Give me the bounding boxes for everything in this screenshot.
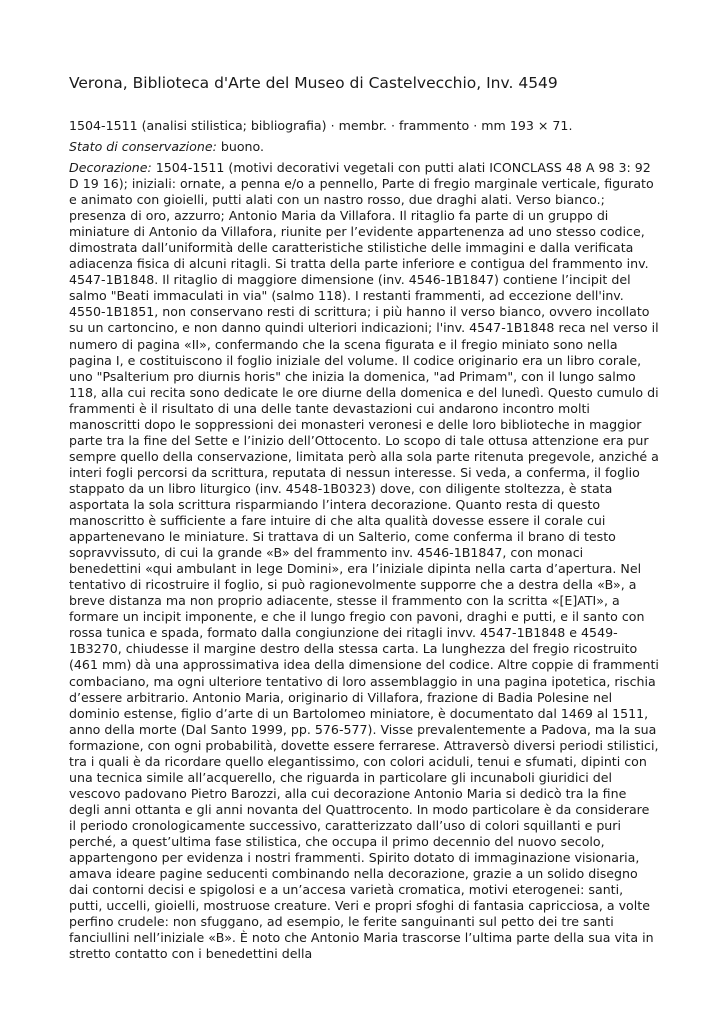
decoration-label: Decorazione: [69,160,152,175]
record-title: Verona, Biblioteca d'Arte del Museo di Castelvecchio, Inv. 4549 [69,74,558,92]
separator: · [330,118,335,133]
dimensions: mm 193 × 71. [481,118,573,133]
separator: · [390,118,395,133]
separator: · [473,118,478,133]
record-physical-description [69,115,659,136]
decoration-description [69,160,659,962]
material: membr. [338,118,387,133]
conservation-label: Stato di conservazione: [69,139,217,154]
conservation-state [69,136,659,157]
object-type: frammento [398,118,470,133]
decoration-text: 1504-1511 (motivi decorativi vegetali con putti alati ICONCLASS 48 A 98 3: 92 D 19 16); iniziali: ornate, a penna e/o a pennello, Parte di fregio marginale verticale, figurato e animato con gioielli, putti alati con un nastro rosso, due draghi alati. Verso bianco.; presenza di oro, azzurro; Antonio Maria da Villafora. Il ritaglio fa parte di un gruppo di miniature di Antonio da Villafora, riunite per l’evidente appartenenza ad uno stesso codice, dimostrata dall’uniformità delle caratteristiche stilistiche delle immagini e dalla verificata adiacenza fisica di alcuni ritagli. Si tratta della parte inferiore e contigua del frammento inv. 4547-1B1848. Il ritaglio di maggiore dimensione (inv. 4546-1B1847) contiene l’incipit del salmo "Beati immaculati in via" (salmo 118). I restanti frammenti, ad eccezione dell'inv. 4550-1B1851, non conservano resti di scrittura; i più hanno il verso bianco, ovvero incollato su un cartoncino, e non danno quindi ulteriori indicazioni; l'inv. 4547-1B1848 reca nel verso il numero di pagina «II», confermando che la scena figurata e il fregio miniato sono nella pagina I, e costituiscono il foglio iniziale del volume. Il codice originario era un libro corale, uno "Psalterium pro diurnis horis" che inizia la domenica, "ad Primam", con il lungo salmo 118, alla cui recita sono dedicate le ore diurne della domenica e del lunedì. Questo cumulo di frammenti è il risultato di una delle tante devastazioni cui andarono incontro molti manoscritti dopo le soppressioni dei monasteri veronesi e delle loro biblioteche in maggior parte tra la fine del Sette e l’inizio dell’Ottocento. Lo scopo di tale ottusa attenzione era pur sempre quello della conservazione, limitata però alla sola parte ritenuta pregevole, anziché a interi fogli percorsi da scrittura, reputata di nessun interesse. Si veda, a conferma, il foglio stappato da un libro liturgico (inv. 4548-1B0323) dove, con diligente stoltezza, è stata asportata la sola scrittura risparmiando l’intera decorazione. Quanto resta di questo manoscritto è sufficiente a fare intuire di che alta qualità dovesse essere il corale cui appartenevano le miniature. Si trattava di un Salterio, come conferma il brano di testo sopravvissuto, di cui la grande «B» del frammento inv. 4546-1B1847, con monaci benedettini «qui ambulant in lege Domini», era l’iniziale dipinta nella carta d’apertura. Nel tentativo di ricostruire il foglio, si può ragionevolmente supporre che a destra della «B», a breve distanza ma non proprio adiacente, stesse il frammento con la scritta «[E]ATI», a formare un incipit imponente, e che il lungo fregio con pavoni, draghi e putti, e il santo con rossa tunica e spada, formato dalla congiunzione dei ritagli invv. 4547-1B1848 e 4549-1B3270, chiudesse il margine destro della stessa carta. La lunghezza del fregio ricostruito (461 mm) dà una approssimativa idea della dimensione del codice. Altre coppie di frammenti combaciano, ma ogni ulteriore tentativo di loro assemblaggio in una pagina ipotetica, rischia d’essere arbitrario. Antonio Maria, originario di Villafora, frazione di Badia Polesine nel dominio estense, figlio d’arte di un Bartolomeo miniatore, è documentato dal 1469 al 1511, anno della morte (Dal Santo 1999, pp. 576-577). Visse prevalentemente a Padova, ma la sua formazione, con ogni probabilità, dovette essere ferrarese. Attraversò diversi periodi stilistici, tra i quali è da ricordare quello elegantissimo, con colori aciduli, tenui e sfumati, dipinti con una tecnica simile all’acquerello, che riguarda in particolare gli incunaboli giuridici del vescovo padovano Pietro Barozzi, alla cui decorazione Antonio Maria si dedicò tra la fine degli anni ottanta e gli anni novanta del Quattrocento. In modo particolare è da considerare il periodo cronologicamente successivo, caratterizzato dall’uso di colori squillanti e puri perché, a quest’ultima fase stilistica, che occupa il primo decennio del nuovo secolo, appartengono per evidenza i nostri frammenti. Spirito dotato di immaginazione visionaria, amava ideare pagine seducenti combinando nella decorazione, grazie a un solido disegno dai contorni decisi e spigolosi e a un’accesa varietà cromatica, motivi eterogenei: santi, putti, uccelli, gioielli, mostruose creature. Veri e propri sfoghi di fantasia capricciosa, a volte perfino crudele: non sfuggano, ad esempio, le ferite sanguinanti sul petto dei tre santi fanciullini nell’iniziale «B». È noto che Antonio Maria trascorse l’ultima parte della sua vita in stretto contatto con i benedettini della [69,160,659,962]
dating: 1504-1511 (analisi stilistica; bibliografia) [69,118,327,133]
catalog-record [69,72,659,962]
conservation-value: buono. [220,139,265,154]
